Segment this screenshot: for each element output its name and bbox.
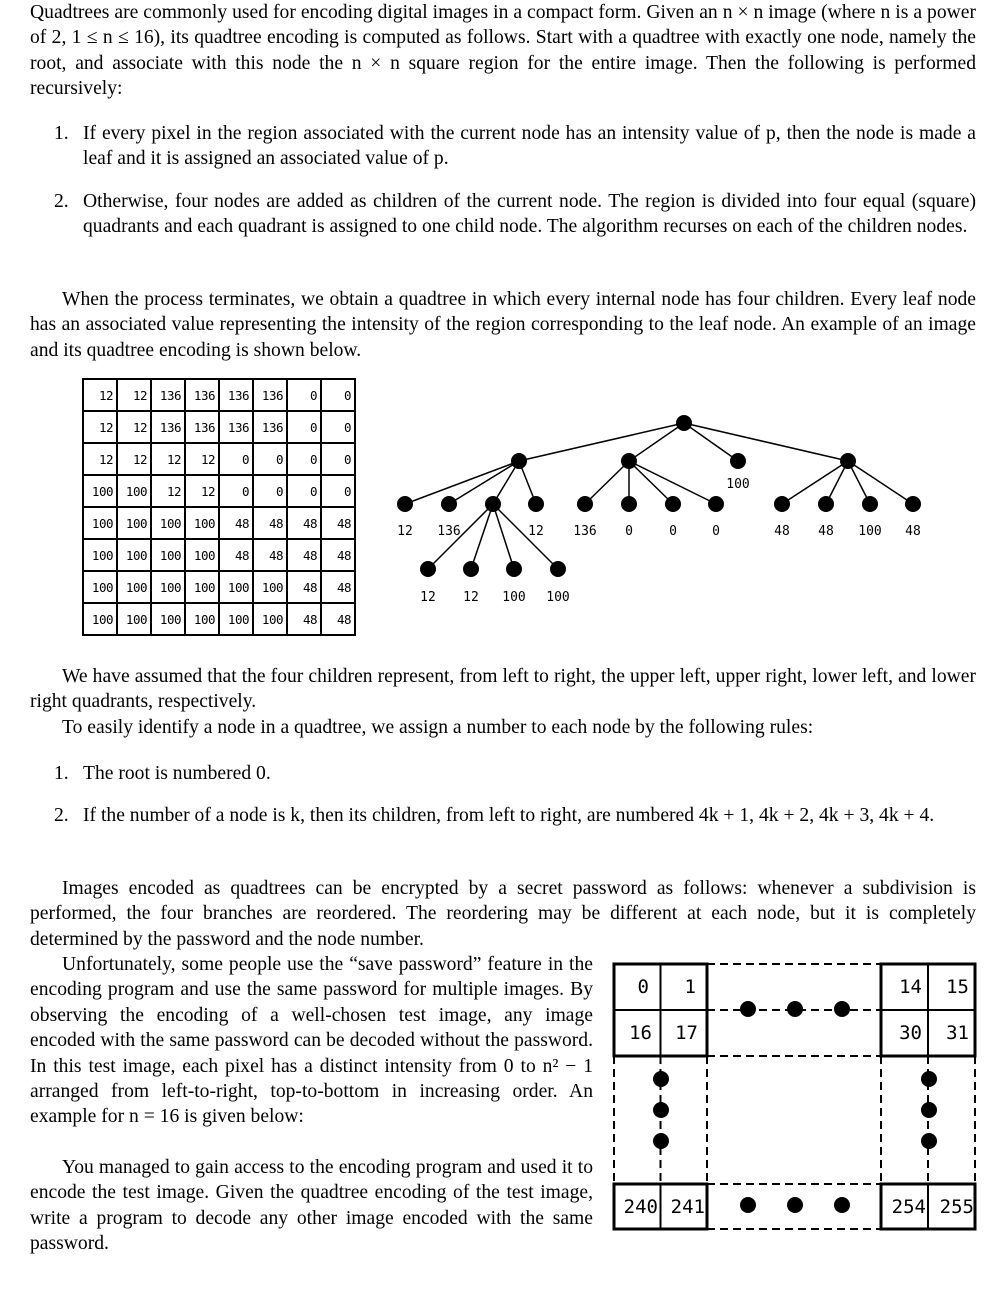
grid-cell: 0 (321, 475, 355, 507)
tree-node (485, 496, 501, 512)
grid-cell: 100 (83, 539, 117, 571)
grid-cell: 12 (83, 411, 117, 443)
terminate-paragraph: When the process terminates, we obtain a quadtree in which every internal node has four children. Every leaf node has an associated value representing the intensity of the region corresponding to the leaf node. An example of an image and its quadtree encoding is shown below. (30, 289, 976, 361)
tree-edge (629, 461, 673, 504)
tree-node (708, 496, 724, 512)
tree-node (818, 496, 834, 512)
grid-cell: 48 (287, 539, 321, 571)
ellipsis-dot (787, 1197, 803, 1213)
pixel-240: 240 (623, 1196, 658, 1218)
tree-edge (405, 461, 519, 504)
grid-cell: 0 (321, 411, 355, 443)
tree-edge (519, 423, 684, 461)
grid-row (83, 411, 355, 443)
grid-cell: 0 (219, 443, 253, 475)
grid-cell: 48 (287, 603, 321, 635)
tree-leaf-label: 48 (905, 524, 921, 539)
tree-node (905, 496, 921, 512)
grid-cell: 136 (219, 411, 253, 443)
grid-cell: 0 (321, 379, 355, 411)
grid-cell: 100 (185, 571, 219, 603)
identify-paragraph: To easily identify a node in a quadtree, we assign a number to each node by the following rules: (62, 717, 814, 738)
tree-leaf-label: 12 (528, 524, 544, 539)
tree-leaf-label: 0 (669, 524, 677, 539)
ellipsis-dot (834, 1001, 850, 1017)
grid-cell: 100 (83, 603, 117, 635)
ellipsis-dot (921, 1133, 937, 1149)
grid-cell: 100 (253, 603, 287, 635)
pixel-31: 31 (946, 1022, 969, 1044)
grid-cell: 0 (253, 443, 287, 475)
tree-leaf-label: 48 (818, 524, 834, 539)
tree-leaf-label: 136 (573, 524, 597, 539)
pixel-241: 241 (670, 1196, 705, 1218)
tree-node (621, 496, 637, 512)
tree-leaf-label: 100 (726, 477, 750, 492)
pixel-16: 16 (629, 1022, 652, 1044)
tree-leaf-label: 12 (397, 524, 413, 539)
tree-node (730, 453, 746, 469)
grid-cell: 100 (219, 571, 253, 603)
step-1 (54, 121, 976, 172)
tree-edge (585, 461, 629, 504)
tree-leaf-label: 136 (437, 524, 461, 539)
tree-node (511, 453, 527, 469)
grid-cell: 48 (253, 507, 287, 539)
encrypt-paragraph: Images encoded as quadtrees can be encrypted by a secret password as follows: whenever a subdivision is performed, the four branches are reordered. The reordering may be different at each node, but it is completely determined by the password and the node number. (30, 878, 976, 950)
grid-cell: 100 (83, 507, 117, 539)
grid-cell: 48 (219, 539, 253, 571)
grid-cell: 100 (185, 603, 219, 635)
tree-node (862, 496, 878, 512)
step-2 (54, 189, 976, 240)
grid-cell: 0 (253, 475, 287, 507)
tree-node (774, 496, 790, 512)
grid-cell: 48 (321, 571, 355, 603)
grid-cell: 48 (321, 507, 355, 539)
grid-cell: 136 (253, 411, 287, 443)
grid-cell: 136 (185, 411, 219, 443)
grid-cell: 100 (117, 571, 151, 603)
ellipsis-dot (787, 1001, 803, 1017)
pixel-254: 254 (891, 1196, 926, 1218)
tree-node (420, 561, 436, 577)
rule-number: 1. (54, 763, 69, 784)
unfortunately-paragraph: Unfortunately, some people use the “save password” feature in the encoding program and use the same password for multiple images. By observing the encoding of a well-chosen test image, any image encoded with the same password can be decoded without the password. In this test image, each pixel has a distinct intensity from 0 to n² − 1 arranged from left-to-right, top-to-bottom in increasing order. An example for n = 16 is given below: (30, 954, 593, 1128)
tree-node (621, 453, 637, 469)
grid-cell: 0 (219, 475, 253, 507)
step-text: If every pixel in the region associated with the current node has an intensity value of p, then the node is made a leaf and it is assigned an associated value of p. (83, 123, 976, 170)
grid-cell: 12 (185, 443, 219, 475)
grid-row (83, 507, 355, 539)
step-number: 2. (54, 191, 69, 212)
example-image-grid (82, 378, 356, 636)
rule-text: If the number of a node is k, then its children, from left to right, are numbered 4k + 1, 4k + 2, 4k + 3, 4k + 4. (83, 805, 935, 826)
tree-edge (684, 423, 848, 461)
grid-cell: 12 (117, 411, 151, 443)
ellipsis-dot (740, 1001, 756, 1017)
rule-number: 2. (54, 805, 69, 826)
grid-cell: 136 (185, 379, 219, 411)
tree-leaf-label: 0 (712, 524, 720, 539)
example-quadtree (385, 405, 945, 605)
grid-cell: 0 (321, 443, 355, 475)
tree-node (397, 496, 413, 512)
grid-cell: 12 (151, 475, 185, 507)
assume-paragraph: We have assumed that the four children represent, from left to right, the upper left, upper right, lower left, and lower right quadrants, respectively. (30, 666, 976, 713)
grid-cell: 100 (117, 507, 151, 539)
grid-cell: 48 (287, 571, 321, 603)
rule-text: The root is numbered 0. (83, 763, 271, 784)
grid-cell: 100 (151, 571, 185, 603)
ellipsis-dot (653, 1133, 669, 1149)
grid-cell: 100 (117, 475, 151, 507)
test-image-figure (612, 960, 978, 1232)
tree-node (441, 496, 457, 512)
ellipsis-dot (834, 1197, 850, 1213)
grid-cell: 0 (287, 411, 321, 443)
grid-cell: 136 (219, 379, 253, 411)
grid-cell: 48 (287, 507, 321, 539)
grid-cell: 12 (83, 379, 117, 411)
grid-row (83, 571, 355, 603)
grid-cell: 0 (287, 475, 321, 507)
grid-cell: 100 (253, 571, 287, 603)
rule-2 (54, 803, 976, 828)
tree-leaf-label: 100 (858, 524, 882, 539)
grid-cell: 48 (219, 507, 253, 539)
grid-cell: 48 (321, 603, 355, 635)
pixel-0: 0 (637, 976, 649, 998)
pixel-255: 255 (939, 1196, 974, 1218)
tree-node (506, 561, 522, 577)
grid-cell: 100 (151, 507, 185, 539)
pixel-15: 15 (946, 976, 969, 998)
tree-node (676, 415, 692, 431)
ellipsis-dot (653, 1102, 669, 1118)
step-number: 1. (54, 123, 69, 144)
grid-cell: 12 (83, 443, 117, 475)
grid-cell: 100 (83, 475, 117, 507)
ellipsis-dot (921, 1071, 937, 1087)
grid-cell: 12 (185, 475, 219, 507)
tree-leaf-label: 48 (774, 524, 790, 539)
tree-node (665, 496, 681, 512)
rule-1 (54, 761, 976, 786)
tree-leaf-label: 12 (420, 590, 436, 605)
grid-cell: 12 (117, 379, 151, 411)
tree-node (550, 561, 566, 577)
task-paragraph: You managed to gain access to the encoding program and used it to encode the test image. Given the quadtree encoding of the test image, write a program to decode any other image encoded with the same password. (30, 1157, 593, 1255)
pixel-1: 1 (684, 976, 696, 998)
tree-node (840, 453, 856, 469)
tree-leaf-label: 100 (502, 590, 526, 605)
grid-cell: 136 (253, 379, 287, 411)
grid-cell: 136 (151, 411, 185, 443)
tree-node (577, 496, 593, 512)
grid-cell: 100 (117, 539, 151, 571)
grid-cell: 100 (83, 571, 117, 603)
grid-cell: 100 (219, 603, 253, 635)
grid-cell: 0 (287, 379, 321, 411)
step-text: Otherwise, four nodes are added as children of the current node. The region is divided into four equal (square) quadrants and each quadrant is assigned to one child node. The algorithm recurses on each of the children nodes. (83, 191, 976, 238)
grid-cell: 136 (151, 379, 185, 411)
intro-paragraph: Quadtrees are commonly used for encoding digital images in a compact form. Given an n × n image (where n is a power of 2, 1 ≤ n ≤ 16), its quadtree encoding is computed as follows. Start with a quadtree with exactly one node, namely the root, and associate with this node the n × n square region for the entire image. Then the following is performed recursively: (30, 2, 976, 100)
grid-cell: 100 (117, 603, 151, 635)
grid-cell: 100 (185, 507, 219, 539)
tree-leaf-label: 100 (546, 590, 570, 605)
pixel-17: 17 (675, 1022, 698, 1044)
grid-cell: 100 (185, 539, 219, 571)
tree-leaf-label: 0 (625, 524, 633, 539)
tree-node (463, 561, 479, 577)
grid-cell: 12 (117, 443, 151, 475)
grid-row (83, 379, 355, 411)
tree-leaf-label: 12 (463, 590, 479, 605)
grid-cell: 100 (151, 603, 185, 635)
grid-cell: 48 (253, 539, 287, 571)
grid-cell: 100 (151, 539, 185, 571)
grid-cell: 0 (287, 443, 321, 475)
tree-node (528, 496, 544, 512)
tree-edge (848, 461, 913, 504)
grid-row (83, 603, 355, 635)
ellipsis-dot (740, 1197, 756, 1213)
ellipsis-dot (921, 1102, 937, 1118)
grid-cell: 12 (151, 443, 185, 475)
grid-row (83, 539, 355, 571)
tree-edge (449, 461, 519, 504)
grid-row (83, 475, 355, 507)
grid-cell: 48 (321, 539, 355, 571)
pixel-30: 30 (899, 1022, 922, 1044)
ellipsis-dot (653, 1071, 669, 1087)
tree-edge (782, 461, 848, 504)
pixel-14: 14 (899, 976, 922, 998)
tree-edge (471, 504, 493, 569)
grid-row (83, 443, 355, 475)
